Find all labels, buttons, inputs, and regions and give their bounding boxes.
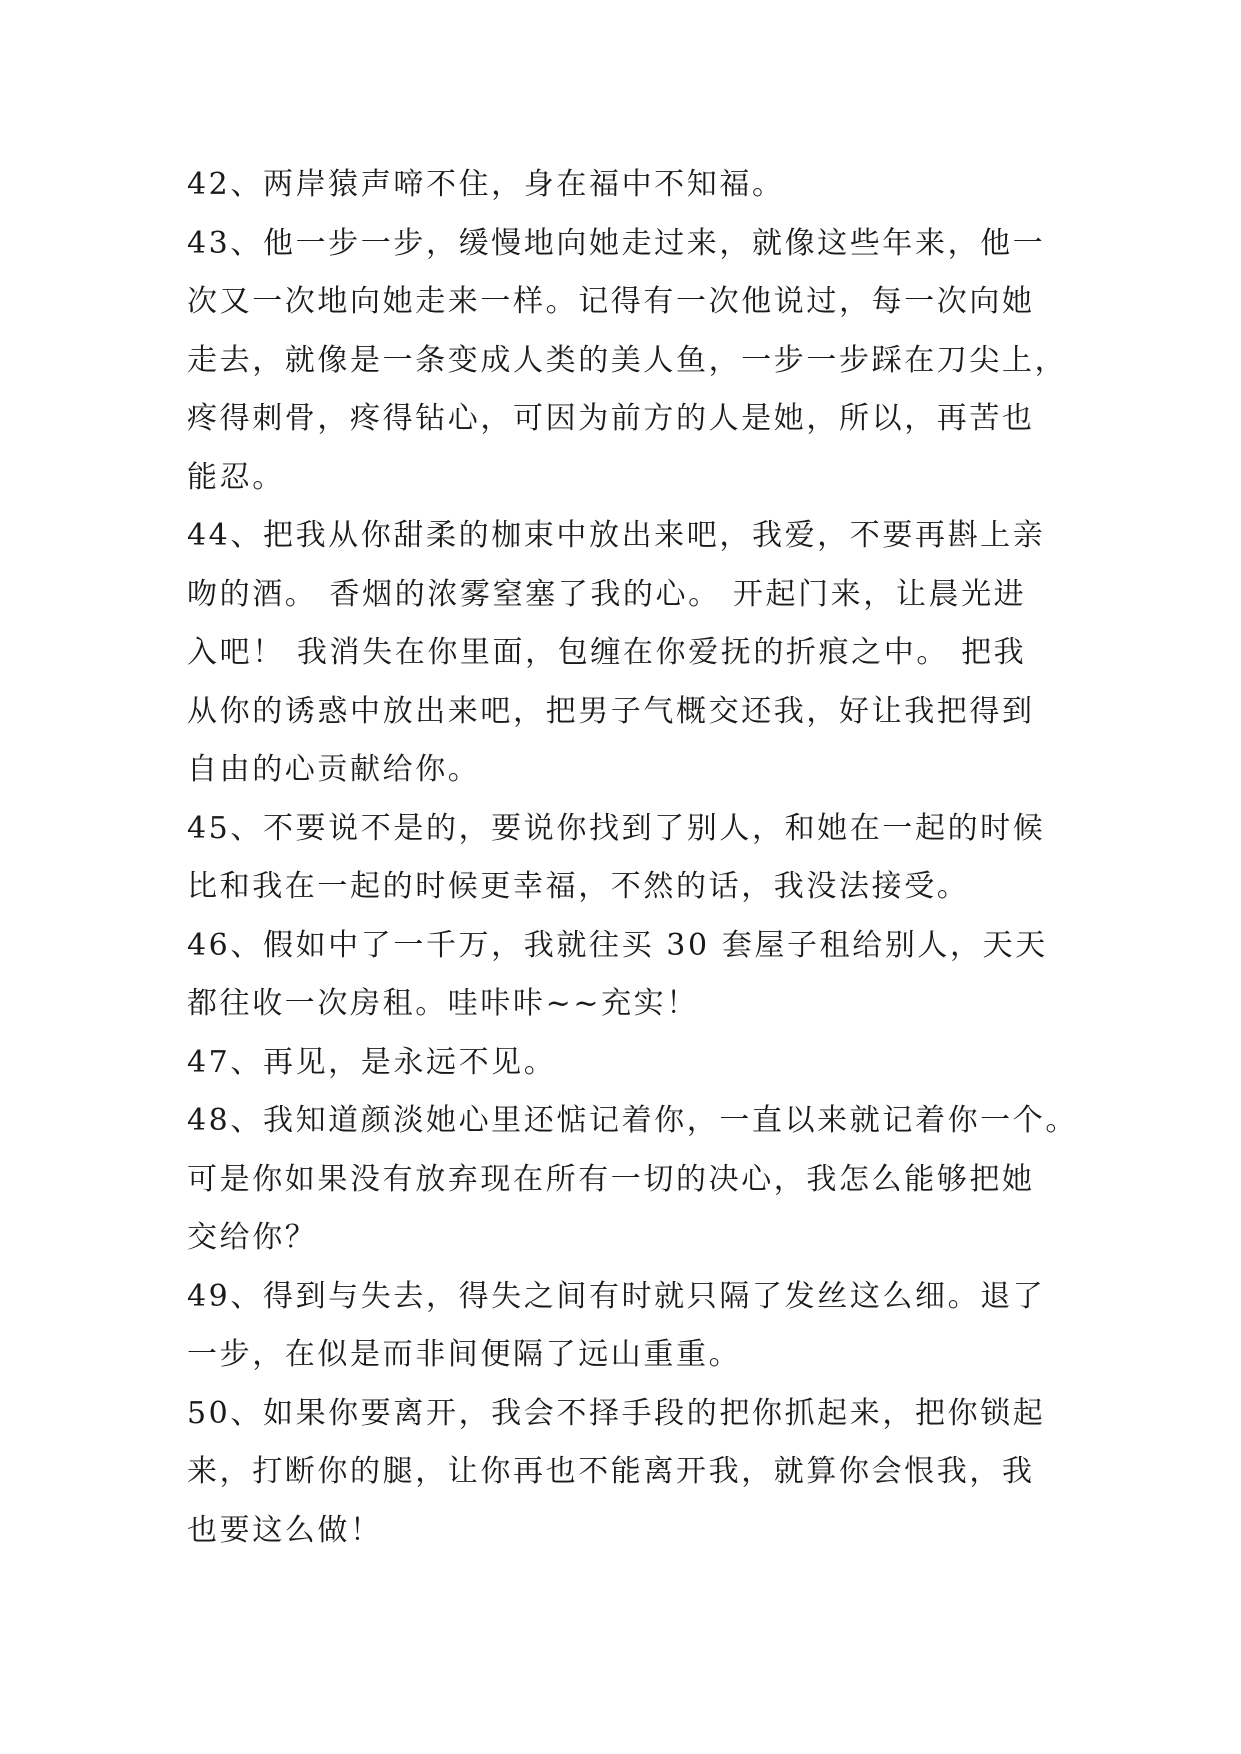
text-line: 42、两岸猿声啼不住，身在福中不知福。 bbox=[187, 167, 785, 202]
text-line: 46、假如中了一千万，我就往买 30 套屋子租给别人，天天 bbox=[187, 927, 1048, 963]
text-line: 50、如果你要离开，我会不择手段的把你抓起来，把你锁起 bbox=[187, 1395, 1046, 1431]
text-line: 次又一次地向她走来一样。记得有一次他说过，每一次向她 bbox=[187, 284, 1035, 319]
text-line: 48、我知道颜淡她心里还惦记着你，一直以来就记着你一个。 bbox=[187, 1103, 1078, 1138]
text-line: 自由的心贡献给你。 bbox=[187, 752, 481, 787]
text-line: 从你的诱惑中放出来吧，把男子气概交还我，好让我把得到 bbox=[187, 693, 1035, 729]
text-line: 吻的酒。 香烟的浓雾窒塞了我的心。 开起门来，让晨光进 bbox=[187, 576, 1027, 612]
document-body bbox=[187, 156, 1078, 1560]
text-line: 47、再见，是永远不见。 bbox=[187, 1044, 557, 1080]
text-line: 44、把我从你甜柔的枷束中放出来吧，我爱，不要再斟上亲 bbox=[187, 518, 1046, 553]
text-line: 能忍。 bbox=[187, 459, 285, 495]
text-line: 43、他一步一步，缓慢地向她走过来，就像这些年来，他一 bbox=[187, 225, 1046, 261]
text-line: 45、不要说不是的，要说你找到了别人，和她在一起的时候 bbox=[187, 810, 1046, 846]
text-line: 来，打断你的腿，让你再也不能离开我，就算你会恨我，我 bbox=[187, 1454, 1035, 1489]
text-line: 可是你如果没有放弃现在所有一切的决心，我怎么能够把她 bbox=[187, 1161, 1035, 1197]
text-line: 交给你？ bbox=[187, 1220, 318, 1255]
text-line: 49、得到与失去，得失之间有时就只隔了发丝这么细。退了 bbox=[187, 1278, 1046, 1314]
text-line: 入吧！ 我消失在你里面，包缠在你爱抚的折痕之中。 把我 bbox=[187, 635, 1027, 670]
text-line: 一步，在似是而非间便隔了远山重重。 bbox=[187, 1337, 742, 1372]
text-line: 走去，就像是一条变成人类的美人鱼，一步一步踩在刀尖上， bbox=[187, 342, 1068, 378]
text-line: 比和我在一起的时候更幸福，不然的话，我没法接受。 bbox=[187, 869, 970, 904]
text-line: 也要这么做！ bbox=[187, 1512, 383, 1548]
text-line: 疼得刺骨，疼得钻心，可因为前方的人是她，所以，再苦也 bbox=[187, 401, 1035, 436]
text-line: 都往收一次房租。哇咔咔~~充实！ bbox=[187, 986, 699, 1021]
